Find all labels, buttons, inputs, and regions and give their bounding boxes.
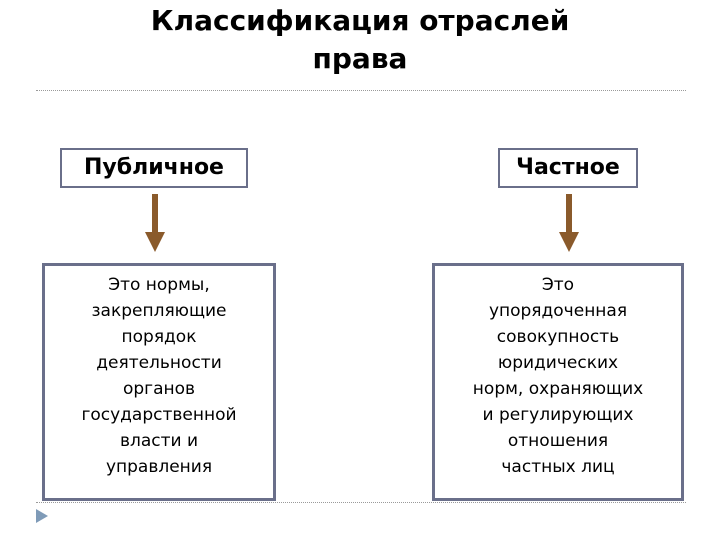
definition-line: совокупность — [496, 327, 620, 347]
public-law-header: Публичное — [60, 148, 248, 188]
title-line-2: права — [312, 42, 408, 75]
down-arrow-icon — [559, 194, 579, 252]
definition-line: порядок — [121, 327, 197, 347]
definition-line: органов — [122, 379, 196, 399]
private-law-header: Частное — [498, 148, 638, 188]
definition-line: деятельности — [96, 353, 222, 373]
title-separator — [36, 90, 686, 91]
definition-line: государственной — [81, 405, 237, 425]
definition-line: Это нормы, — [108, 275, 210, 295]
definition-line: власти и — [119, 431, 199, 451]
down-arrow-icon — [145, 194, 165, 252]
triangle-bullet-icon — [35, 508, 49, 524]
definition-line: отношения — [507, 431, 609, 451]
definition-line: юридических — [497, 353, 619, 373]
definition-line: норм, охраняющих — [472, 379, 644, 399]
slide-title — [0, 2, 720, 78]
arrow-head — [145, 232, 165, 252]
arrow-head — [559, 232, 579, 252]
public-law-definition — [42, 263, 276, 501]
definition-line: частных лиц — [501, 457, 615, 477]
arrow-shaft — [566, 194, 572, 234]
definition-line: Это — [541, 275, 575, 295]
title-line-1: Классификация отраслей — [150, 4, 570, 37]
bullet-shape — [36, 509, 48, 523]
footer-separator — [36, 502, 686, 503]
arrow-shaft — [152, 194, 158, 234]
definition-line: закрепляющие — [91, 301, 227, 321]
definition-line: управления — [105, 457, 213, 477]
private-law-definition — [432, 263, 684, 501]
definition-line: упорядоченная — [488, 301, 628, 321]
definition-line: и регулирующих — [482, 405, 634, 425]
